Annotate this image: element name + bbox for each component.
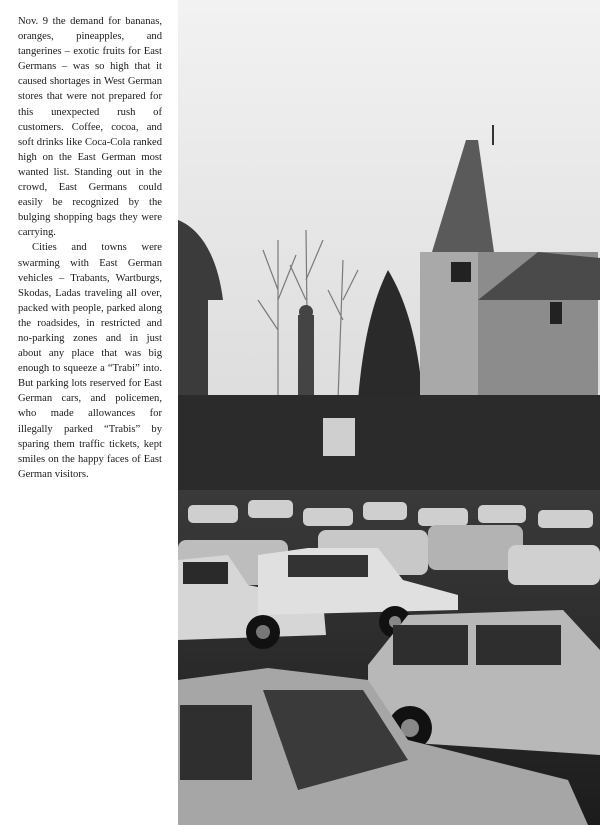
parking-lot-photo	[178, 0, 600, 825]
photo-illustration	[178, 0, 600, 825]
street-sign	[323, 418, 355, 456]
article-text-column	[18, 14, 162, 482]
article-paragraph-1: Nov. 9 the demand for bananas, oranges, pineapples, and tangerines – exotic fruits for East Germans – was so high that it caused shortages in West German stores that were not prepared for this unexpected rush of customers. Coffee, cocoa, and soft drinks like Coca-Cola ranked high on the East German most wanted list. Standing out in the crowd, East Germans could easily be recognized by the bulging shopping bags they were carrying.	[18, 16, 162, 239]
article-paragraph-2: Cities and towns were swarming with East German vehicles – Trabants, Wartburgs, Skodas, Ladas traveling all over, packed with people, parked along the roadsides, in restricted and no-parking zones and in just about any place that was big enough to squeeze a “Trabi” into. But parking lots reserved for East German cars, and policemen, who made allowances for illegally parked “Trabis” by sparing them traffic tickets, kept smiles on the happy faces of East German visitors.	[18, 242, 162, 480]
wall	[178, 395, 600, 490]
